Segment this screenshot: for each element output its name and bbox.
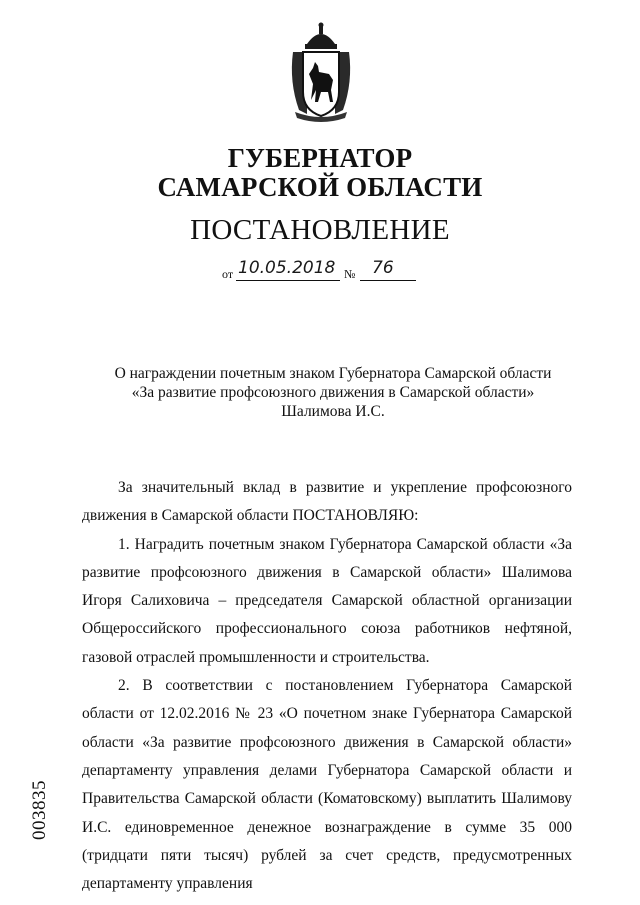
subject-line: Шалимова И.С. bbox=[281, 403, 385, 420]
number-underline bbox=[360, 280, 416, 281]
body-paragraph: 1. Наградить почетным знаком Губернатора Самарской области «За развитие профсоюзного движения в Самарской области» Шалимова Игоря Салиховича – председателя Самарской областной организации Общероссийского профессионального союза работников нефтяной, газовой отраслей промышленности и строительства. bbox=[82, 535, 572, 666]
handwritten-number: 76 bbox=[372, 258, 394, 278]
issuer-title-line2: САМАРСКОЙ ОБЛАСТИ bbox=[157, 172, 483, 202]
date-underline bbox=[236, 280, 340, 281]
subject-block bbox=[110, 364, 556, 421]
number-sign-label: № bbox=[344, 267, 356, 281]
issuer-title-line1: ГУБЕРНАТОР bbox=[227, 143, 413, 173]
coat-of-arms-icon bbox=[285, 22, 357, 122]
document-body bbox=[82, 474, 572, 898]
serial-number-stamp bbox=[22, 770, 58, 850]
body-paragraph: За значительный вклад в развитие и укрепление профсоюзного движения в Самарской области ПОСТАНОВЛЯЮ: bbox=[82, 479, 572, 525]
subject-line: «За развитие профсоюзного движения в Самарской области» bbox=[131, 384, 535, 401]
serial-number: 003835 bbox=[29, 780, 50, 840]
document-type: ПОСТАНОВЛЕНИЕ bbox=[190, 214, 450, 246]
date-number-line bbox=[222, 258, 442, 284]
subject-line: О награждении почетным знаком Губернатора Самарской области bbox=[114, 365, 552, 382]
body-paragraph: 2. В соответствии с постановлением Губернатора Самарской области от 12.02.2016 № 23 «О почетном знаке Губернатора Самарской области «За развитие профсоюзного движения в Самарской области» департаменту управления делами Губернатора Самарской области и Правительства Самарской области (Коматовскому) выплатить Шалимову И.С. единовременное денежное вознаграждение в сумме 35 000 (тридцати пяти тысяч) рублей за счет средств, предусмотренных департаменту управления bbox=[82, 677, 572, 893]
date-prefix-label: от bbox=[222, 267, 234, 281]
handwritten-date: 10.05.2018 bbox=[238, 258, 336, 278]
